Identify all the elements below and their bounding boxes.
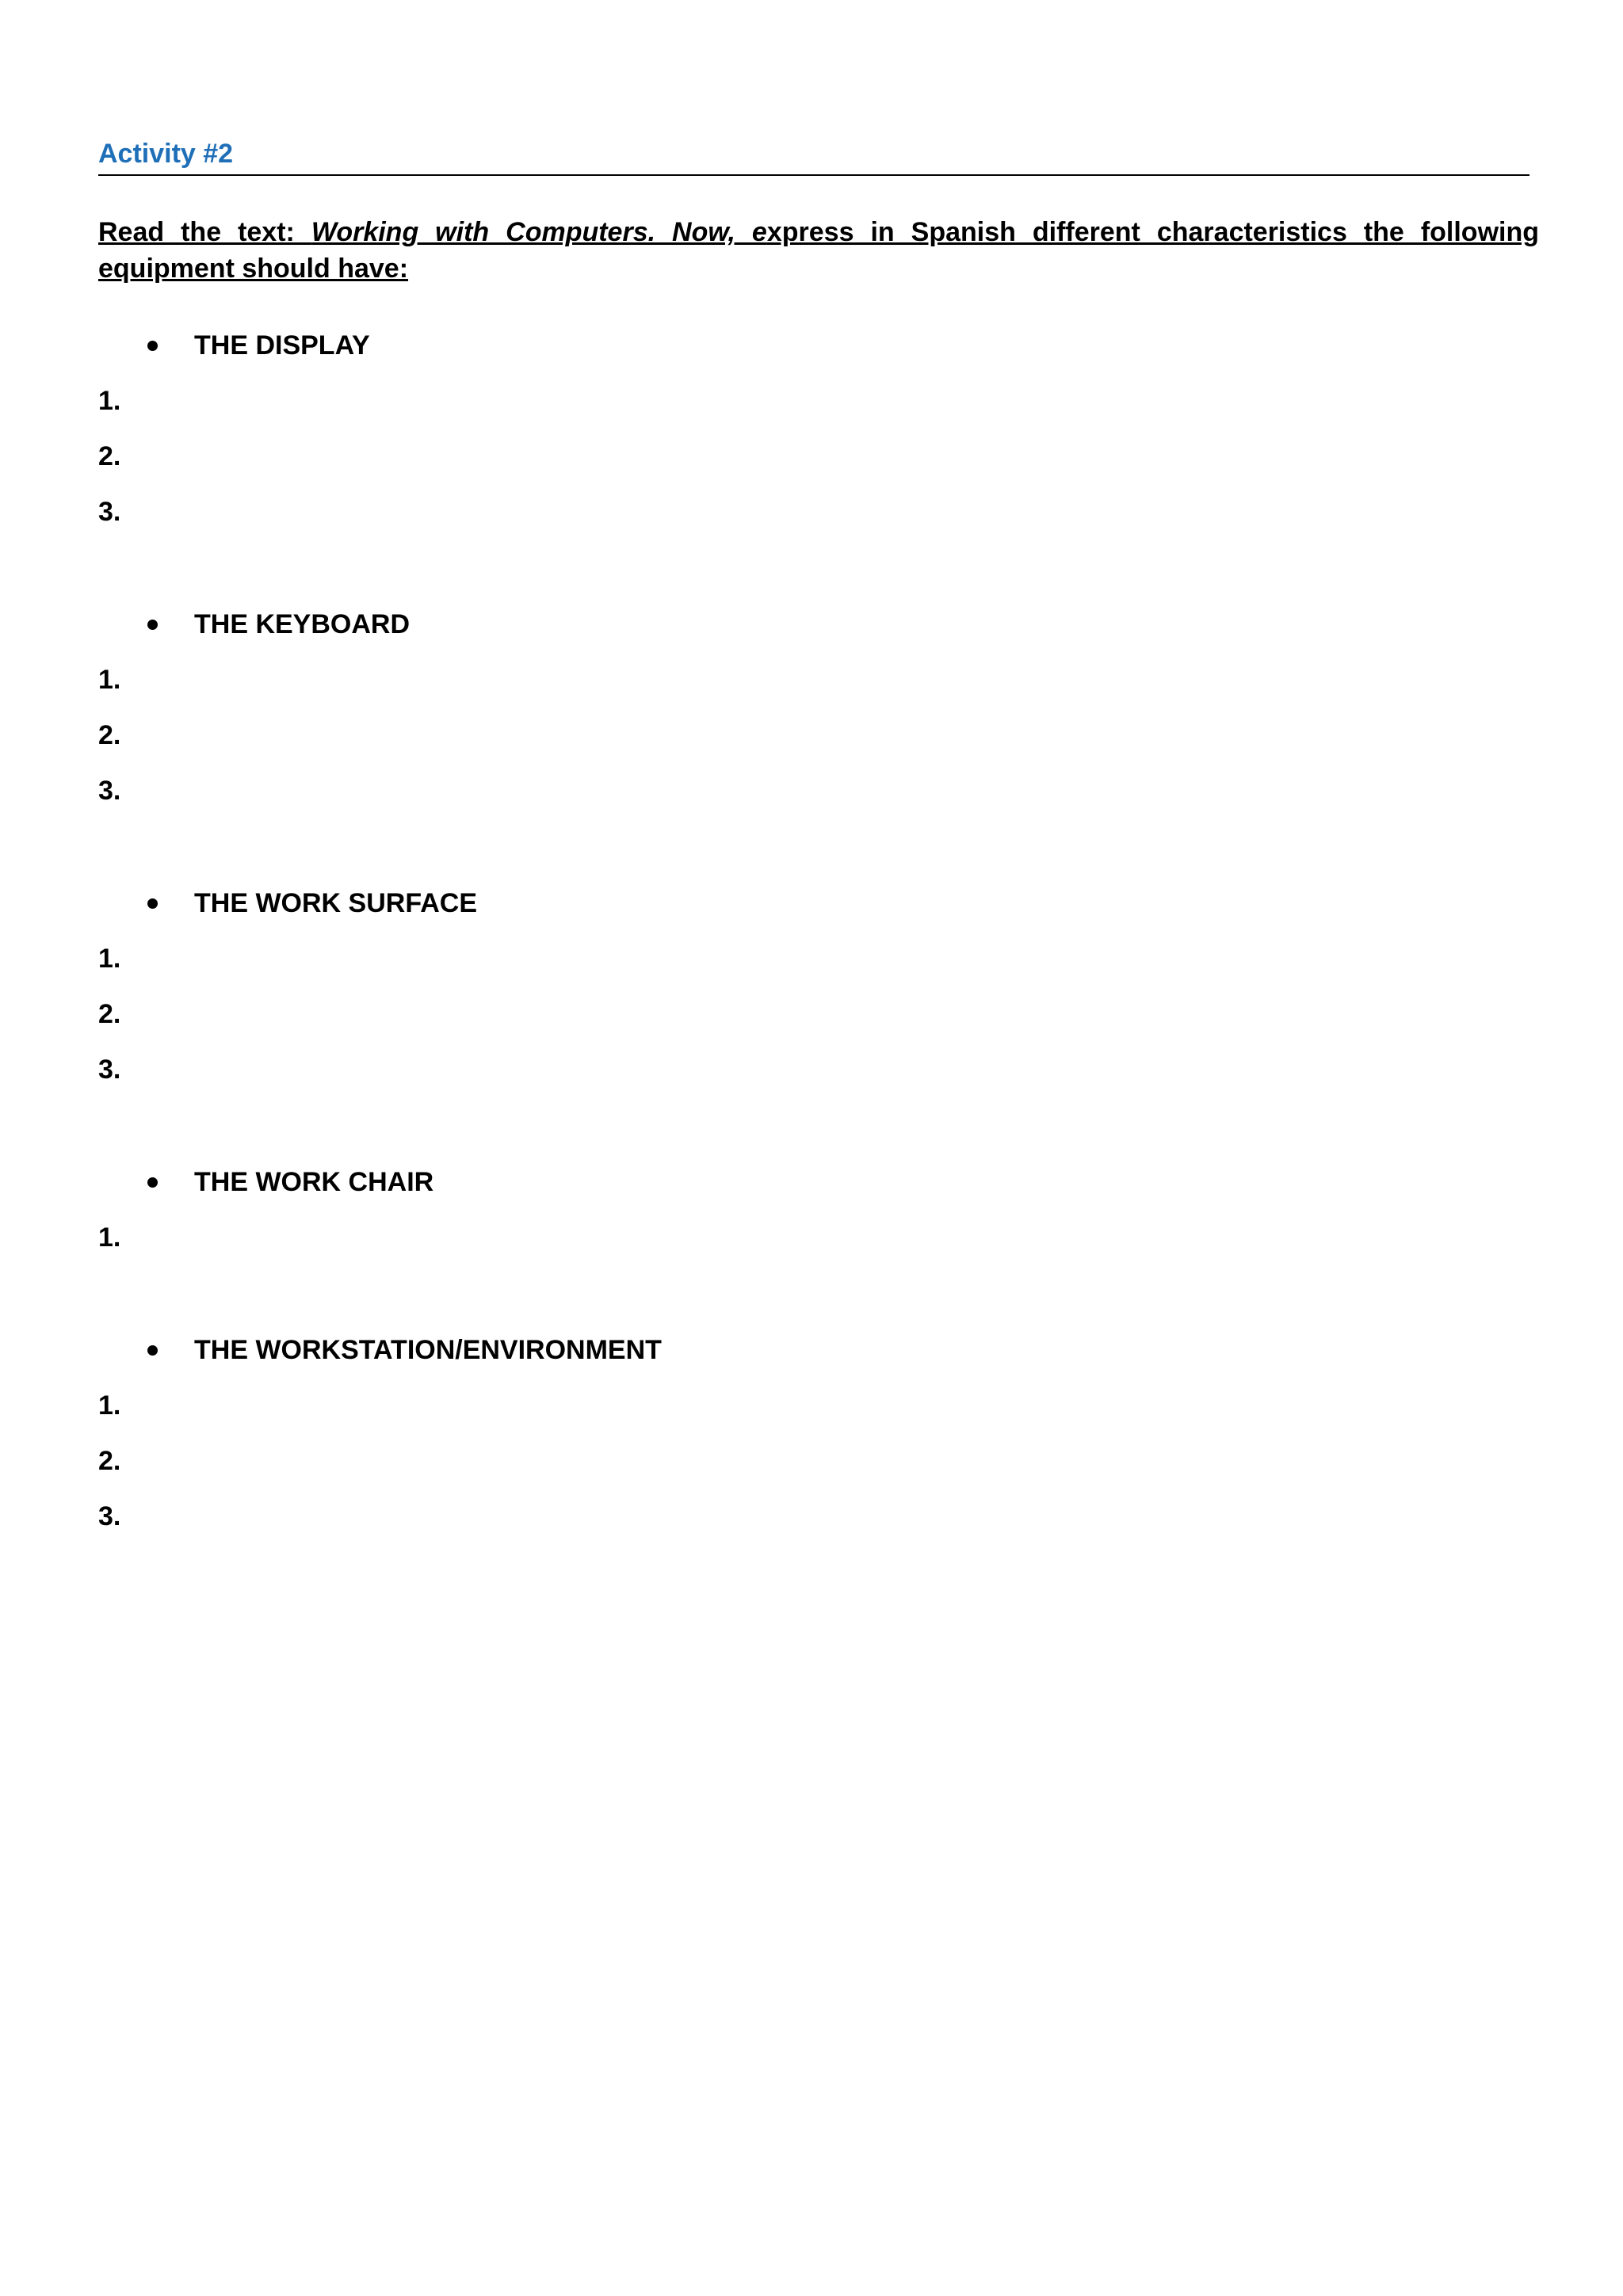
item-number: 1. <box>98 665 121 695</box>
item-number: 1. <box>98 1222 121 1253</box>
section-heading <box>147 886 477 921</box>
item-number: 2. <box>98 441 121 471</box>
item-number: 2. <box>98 720 121 750</box>
section-label: THE WORK CHAIR <box>194 1167 434 1197</box>
bullet-icon <box>147 898 158 909</box>
bullet-icon <box>147 620 158 630</box>
instruction-text <box>98 214 1539 287</box>
section-heading <box>147 607 410 642</box>
item-number: 3. <box>98 776 121 806</box>
item-number: 1. <box>98 386 121 416</box>
instruction-part-1: Read the text: <box>98 217 311 247</box>
section-heading <box>147 328 370 363</box>
item-number: 1. <box>98 944 121 974</box>
bullet-icon <box>147 1177 158 1188</box>
bullet-icon <box>147 1345 158 1356</box>
item-number: 3. <box>98 1501 121 1531</box>
section-label: THE WORKSTATION/ENVIRONMENT <box>194 1335 662 1365</box>
item-number: 2. <box>98 1446 121 1476</box>
section-label: THE DISPLAY <box>194 330 370 360</box>
section-heading <box>147 1165 433 1199</box>
item-number: 2. <box>98 999 121 1029</box>
header-rule <box>98 174 1529 176</box>
section-heading <box>147 1333 662 1367</box>
item-number: 1. <box>98 1390 121 1421</box>
activity-title: Activity #2 <box>98 139 234 169</box>
section-label: THE WORK SURFACE <box>194 888 477 918</box>
bullet-icon <box>147 341 158 351</box>
section-label: THE KEYBOARD <box>194 609 411 639</box>
instruction-part-3: xpress in Spanish different characteristics the following equipment should have: <box>98 217 1539 284</box>
item-number: 3. <box>98 1055 121 1085</box>
instruction-part-2-italic: Working with Computers. Now, e <box>311 217 767 247</box>
item-number: 3. <box>98 497 121 527</box>
